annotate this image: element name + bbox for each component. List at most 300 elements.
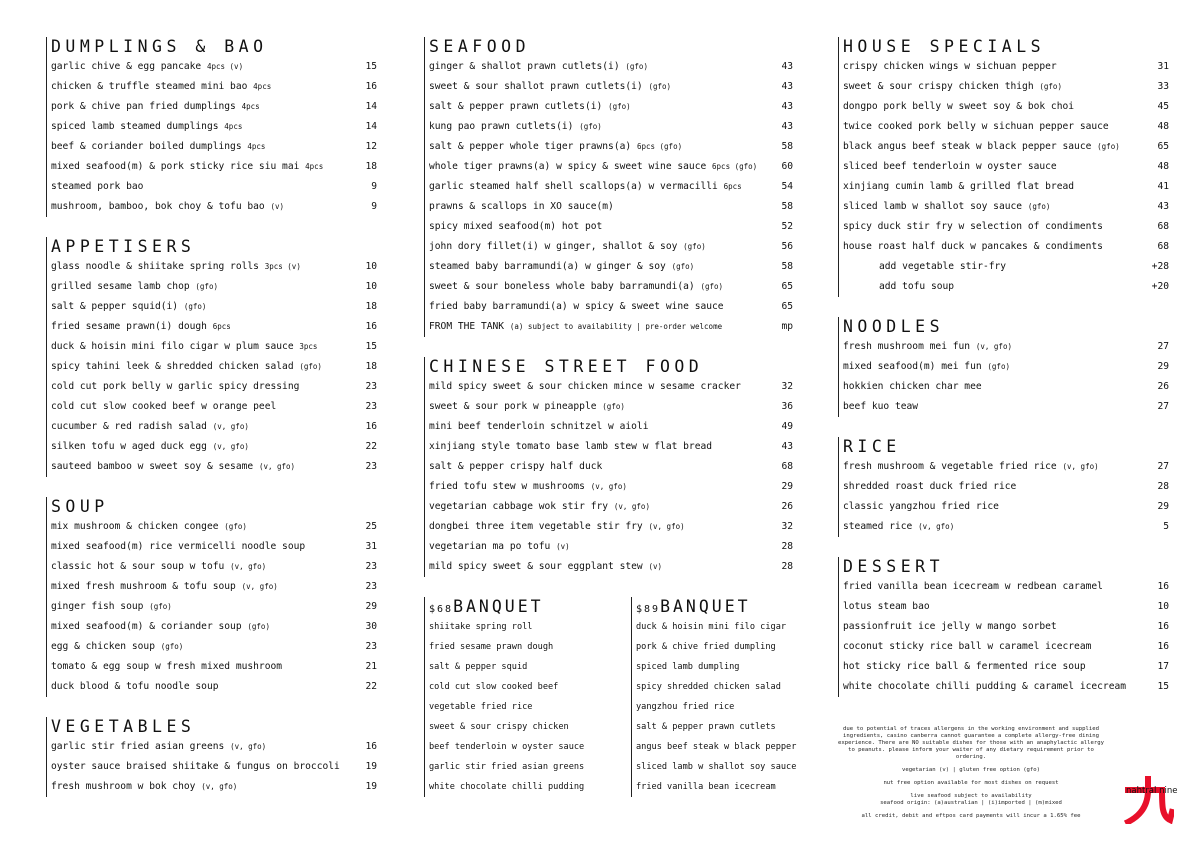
banquet-item: salt & pepper prawn cutlets [636, 722, 776, 732]
menu-item-price: 17 [1157, 661, 1169, 672]
menu-item-note: (v) [270, 202, 285, 211]
vegetables-section [46, 717, 377, 797]
banquet-item: yangzhou fried rice [636, 702, 735, 712]
menu-item-price: 23 [365, 461, 377, 472]
menu-item [47, 137, 377, 157]
menu-item [839, 457, 1169, 477]
section-title: SOUP [51, 497, 109, 516]
menu-item-name: john dory fillet(i) w ginger, shallot & soy [429, 241, 678, 252]
section-title: RICE [843, 437, 901, 456]
menu-item-price: 29 [365, 601, 377, 612]
menu-item [47, 337, 377, 357]
menu-item-price: 16 [365, 741, 377, 752]
menu-item-price: 68 [1157, 221, 1169, 232]
menu-item-name: coconut sticky rice ball w caramel icecream [843, 641, 1092, 652]
menu-item-note: (gfo) [648, 82, 672, 91]
menu-item-note: (gfo) [625, 62, 648, 71]
menu-item-price: 14 [365, 121, 377, 132]
menu-item-note: (gfo) [195, 282, 218, 291]
menu-item-note: 6pcs [723, 182, 742, 191]
menu-item [47, 597, 377, 617]
nut-free-note: nut free option available for most dishes on request [883, 780, 1059, 786]
menu-item-price: 30 [365, 621, 377, 632]
section-title: NOODLES [843, 317, 945, 336]
menu-item-name: ginger & shallot prawn cutlets(i) [429, 61, 620, 72]
footer-notes [834, 726, 1108, 826]
menu-item-name: shredded roast duck fried rice [843, 481, 1017, 492]
menu-item-name: garlic chive & egg pancake [51, 61, 202, 72]
menu-item-price: 43 [781, 101, 793, 112]
menu-item-name: salt & pepper crispy half duck [429, 461, 603, 472]
section-title: CHINESE STREET FOOD [429, 357, 704, 376]
menu-item-name: xinjiang cumin lamb & grilled flat bread [843, 181, 1075, 192]
menu-item-name: mushroom, bamboo, bok choy & tofu bao [51, 201, 265, 212]
menu-item-price: 27 [1157, 401, 1169, 412]
menu-item [839, 517, 1169, 537]
menu-item-price: 27 [1157, 461, 1169, 472]
banquet-item: duck & hoisin mini filo cigar [636, 622, 787, 632]
menu-item-price: 58 [781, 141, 793, 152]
menu-item-name: duck & hoisin mini filo cigar w plum sauce [51, 341, 294, 352]
menu-item-name: duck blood & tofu noodle soup [51, 681, 219, 692]
menu-item-note: (gfo) [608, 102, 631, 111]
menu-item [839, 217, 1169, 237]
menu-item-name: sweet & sour pork w pineapple [429, 401, 597, 412]
menu-item-name: xinjiang style tomato base lamb stew w flat bread [429, 441, 713, 452]
menu-item-price: 58 [781, 201, 793, 212]
menu-item-price: 15 [365, 61, 377, 72]
banquet-item: garlic stir fried asian greens [429, 762, 585, 772]
menu-item-price: 45 [1157, 101, 1169, 112]
menu-item-name: vegetarian cabbage wok stir fry [429, 501, 609, 512]
menu-item-name: spiced lamb steamed dumplings [51, 121, 219, 132]
menu-item-note: (gfo) [987, 362, 1010, 371]
section-title: SEAFOOD [429, 37, 531, 56]
menu-item-price: 29 [781, 481, 793, 492]
menu-item [839, 257, 1169, 277]
menu-item-name: oyster sauce braised shiitake & fungus on broccoli [51, 761, 340, 772]
menu-item-name: mixed seafood(m) rice vermicelli noodle soup [51, 541, 306, 552]
menu-item-name: prawns & scallops in XO sauce(m) [429, 201, 614, 212]
menu-item-price: 5 [1163, 521, 1169, 532]
menu-item-name: salt & pepper whole tiger prawns(a) [429, 141, 632, 152]
menu-item-price: 23 [365, 561, 377, 572]
menu-item-note: 6pcs (gfo) [636, 142, 683, 151]
menu-item-name: beef kuo teaw [843, 401, 919, 412]
menu-item-note: (v) [556, 542, 570, 551]
dessert-section [838, 557, 1169, 697]
menu-item-price: 10 [1157, 601, 1169, 612]
menu-item-price: 15 [365, 341, 377, 352]
restaurant-logo [1124, 776, 1174, 824]
menu-item-price: 16 [1157, 581, 1169, 592]
banquet-89-section [631, 597, 807, 797]
menu-item-price: 43 [781, 441, 793, 452]
menu-item-note: (v, gfo) [212, 422, 249, 431]
menu-item-price: 28 [1157, 481, 1169, 492]
menu-item [425, 97, 793, 117]
menu-item-name: fried baby barramundi(a) w spicy & sweet wine sauce [429, 301, 724, 312]
menu-item-name: ginger fish soup [51, 601, 144, 612]
menu-item [425, 317, 793, 337]
menu-item-price: 10 [365, 281, 377, 292]
dietary-legend: vegetarian (v) | gluten free option (gfo) [901, 767, 1041, 773]
menu-item [47, 757, 377, 777]
menu-item-note: (gfo) [149, 602, 172, 611]
menu-item-name: sweet & sour shallot prawn cutlets(i) [429, 81, 643, 92]
menu-item-name: sweet & sour crispy chicken thigh [843, 81, 1034, 92]
banquet-item: angus beef steak w black pepper [636, 742, 797, 752]
menu-item-note: (gfo) [299, 362, 322, 371]
menu-item-name: mild spicy sweet & sour eggplant stew [429, 561, 643, 572]
noodles-section [838, 317, 1169, 417]
restaurant-logo-text: nahtral nine [1126, 786, 1178, 796]
menu-item-note: (v, gfo) [918, 522, 955, 531]
menu-item-price: 43 [1157, 201, 1169, 212]
menu-item [425, 277, 793, 297]
menu-item-name: classic yangzhou fried rice [843, 501, 999, 512]
menu-item-name: mini beef tenderloin schnitzel w aioli [429, 421, 649, 432]
menu-item-note: (v, gfo) [241, 582, 278, 591]
menu-item-name: cold cut slow cooked beef w orange peel [51, 401, 277, 412]
menu-item [425, 477, 793, 497]
menu-item-note: (v, gfo) [258, 462, 296, 471]
section-title: DUMPLINGS & BAO [51, 37, 268, 56]
menu-item-name: fried tofu stew w mushrooms [429, 481, 585, 492]
banquet-item: beef tenderloin w oyster sauce [429, 742, 585, 752]
menu-item-name: spicy duck stir fry w selection of condiments [843, 221, 1103, 232]
menu-item-note: (gfo) [602, 402, 625, 411]
menu-item-price: 48 [1157, 121, 1169, 132]
menu-item-price: 54 [781, 181, 793, 192]
menu-item [47, 517, 377, 537]
menu-item-price: 19 [365, 781, 377, 792]
menu-item-note: 4pcs [224, 122, 243, 131]
menu-item-note: (a) subject to availability | pre-order welcome [509, 322, 723, 331]
menu-item [47, 357, 377, 377]
menu-item [839, 237, 1169, 257]
menu-item-note: 4pcs (v) [206, 62, 244, 71]
menu-item-name: twice cooked pork belly w sichuan pepper sauce [843, 121, 1109, 132]
menu-item-price: 19 [365, 761, 377, 772]
menu-item-price: 15 [1157, 681, 1169, 692]
menu-item-name: fresh mushroom & vegetable fried rice [843, 461, 1057, 472]
menu-item-price: 65 [781, 281, 793, 292]
menu-item-note: (v, gfo) [648, 522, 685, 531]
menu-item [47, 197, 377, 217]
menu-item [47, 417, 377, 437]
menu-item-note: (v, gfo) [613, 502, 650, 511]
menu-item [47, 117, 377, 137]
menu-item [839, 677, 1169, 697]
menu-item [839, 497, 1169, 517]
menu-item-name: spicy mixed seafood(m) hot pot [429, 221, 603, 232]
menu-item-note: 4pcs [253, 82, 272, 91]
menu-item-name: steamed baby barramundi(a) w ginger & soy [429, 261, 666, 272]
menu-item-note: 4pcs [247, 142, 266, 151]
menu-item [47, 657, 377, 677]
section-title: VEGETABLES [51, 717, 196, 736]
menu-item-name: fresh mushroom mei fun [843, 341, 971, 352]
appetisers-section [46, 237, 377, 477]
menu-item-note: (gfo) [671, 262, 695, 271]
menu-item-note: (gfo) [160, 642, 184, 651]
menu-item-price: 10 [365, 261, 377, 272]
menu-item [425, 237, 793, 257]
menu-item [839, 357, 1169, 377]
menu-item-price: +20 [1151, 281, 1169, 292]
menu-item-name: dongbei three item vegetable stir fry [429, 521, 643, 532]
menu-item [47, 397, 377, 417]
menu-item-price: 65 [1157, 141, 1169, 152]
menu-item-price: 58 [781, 261, 793, 272]
menu-item [425, 537, 793, 557]
banquet-item: vegetable fried rice [429, 702, 533, 712]
menu-item-name: crispy chicken wings w sichuan pepper [843, 61, 1057, 72]
menu-item-price: 18 [365, 301, 377, 312]
menu-item [425, 497, 793, 517]
menu-item-name: fried sesame prawn(i) dough [51, 321, 207, 332]
menu-item-price: 43 [781, 61, 793, 72]
menu-item-price: 26 [1157, 381, 1169, 392]
menu-item [47, 317, 377, 337]
menu-item-price: 41 [1157, 181, 1169, 192]
menu-item [839, 157, 1169, 177]
banquet-item: salt & pepper squid [429, 662, 528, 672]
menu-item [839, 477, 1169, 497]
menu-item-note: (gfo) [700, 282, 724, 291]
menu-item-note: (v, gfo) [230, 742, 267, 751]
menu-item-price: 36 [781, 401, 793, 412]
section-title: DESSERT [843, 557, 945, 576]
banquet-item: spicy shredded chicken salad [636, 682, 781, 692]
menu-item-name: sweet & sour boneless whole baby barramundi(a) [429, 281, 695, 292]
allergy-notice: due to potential of traces allergens in the working environment and supplied ingredients, casino canberra cannot guarantee a complete allergy-free dining experience. There are NO suitable dishes for those with an anaphylactic allergy to peanuts. please inform your waiter of any dietary requirement prior to ordering. [837, 726, 1105, 760]
menu-item [839, 617, 1169, 637]
menu-item-price: 28 [781, 561, 793, 572]
menu-item [839, 377, 1169, 397]
menu-item-price: 49 [781, 421, 793, 432]
menu-item [47, 677, 377, 697]
menu-item-note: 4pcs [241, 102, 260, 111]
menu-item-note: (v, gfo) [1062, 462, 1099, 471]
menu-item-price: 9 [371, 201, 377, 212]
menu-item-name: mixed seafood(m) & coriander soup [51, 621, 242, 632]
menu-item-price: +28 [1151, 261, 1169, 272]
rice-section [838, 437, 1169, 537]
menu-item-price: 27 [1157, 341, 1169, 352]
menu-item [839, 577, 1169, 597]
menu-item-price: 60 [781, 161, 793, 172]
menu-item-name: passionfruit ice jelly w mango sorbet [843, 621, 1057, 632]
menu-item [839, 397, 1169, 417]
banquet-item: fried vanilla bean icecream [636, 782, 776, 792]
menu-item [425, 217, 793, 237]
menu-item [47, 577, 377, 597]
menu-item-note: (gfo) [683, 242, 706, 251]
menu-item-price: 23 [365, 401, 377, 412]
menu-item [425, 77, 793, 97]
soup-section [46, 497, 377, 697]
menu-item-price: mp [781, 321, 793, 332]
menu-item [425, 517, 793, 537]
menu-item-name: cold cut pork belly w garlic spicy dressing [51, 381, 300, 392]
menu-item-price: 18 [365, 161, 377, 172]
menu-item [47, 377, 377, 397]
menu-item-name: black angus beef steak w black pepper sauce [843, 141, 1092, 152]
menu-item [47, 297, 377, 317]
menu-item-name: house roast half duck w pancakes & condiments [843, 241, 1103, 252]
menu-item-name: classic hot & sour soup w tofu [51, 561, 225, 572]
banquet-item: cold cut slow cooked beef [429, 682, 559, 692]
menu-item [839, 277, 1169, 297]
menu-item [47, 57, 377, 77]
menu-item-note: (gfo) [183, 302, 207, 311]
menu-item [425, 137, 793, 157]
menu-item [425, 257, 793, 277]
menu-item-name: mix mushroom & chicken congee [51, 521, 219, 532]
menu-item [425, 57, 793, 77]
menu-item [47, 737, 377, 757]
menu-item-name: chicken & truffle steamed mini bao [51, 81, 248, 92]
banquet-68-section [424, 597, 613, 797]
menu-item-price: 31 [1157, 61, 1169, 72]
menu-item-name: cucumber & red radish salad [51, 421, 207, 432]
menu-item-note: (gfo) [1027, 202, 1051, 211]
menu-item-price: 23 [365, 641, 377, 652]
menu-item [47, 537, 377, 557]
seafood-availability-note: live seafood subject to availability [910, 793, 1032, 799]
menu-item-price: 23 [365, 581, 377, 592]
banquet-item: white chocolate chilli pudding [429, 782, 585, 792]
menu-item-note: (v, gfo) [201, 782, 238, 791]
menu-item [425, 457, 793, 477]
menu-item [839, 657, 1169, 677]
payment-surcharge-note: all credit, debit and eftpos card payments will incur a 1.65% fee [861, 813, 1081, 819]
section-title: APPETISERS [51, 237, 196, 256]
menu-item [839, 137, 1169, 157]
menu-item-price: 65 [781, 301, 793, 312]
menu-item-name: hokkien chicken char mee [843, 381, 982, 392]
house-specials-section [838, 37, 1169, 297]
menu-item-price: 56 [781, 241, 793, 252]
menu-item-note: 6pcs (gfo) [712, 162, 758, 171]
banquet-item: fried sesame prawn dough [429, 642, 554, 652]
menu-item [425, 417, 793, 437]
menu-item-name: whole tiger prawns(a) w spicy & sweet wine sauce [429, 161, 707, 172]
menu-item-note: (v, gfo) [590, 482, 627, 491]
menu-item [839, 337, 1169, 357]
menu-item-note: (gfo) [247, 622, 270, 631]
menu-item-note: 4pcs [305, 162, 324, 171]
menu-item-name: spicy tahini leek & shredded chicken salad [51, 361, 294, 372]
menu-item-price: 16 [365, 81, 377, 92]
menu-item [839, 97, 1169, 117]
menu-item [425, 197, 793, 217]
menu-item [47, 557, 377, 577]
menu-item-price: 25 [365, 521, 377, 532]
menu-item-name: sliced lamb w shallot soy sauce [843, 201, 1023, 212]
menu-item-name: salt & pepper squid(i) [51, 301, 179, 312]
menu-item [839, 197, 1169, 217]
menu-item-name: egg & chicken soup [51, 641, 155, 652]
banquet-68-list [425, 617, 613, 797]
menu-item [47, 97, 377, 117]
menu-item-name: glass noodle & shiitake spring rolls [51, 261, 259, 272]
menu-item-price: 9 [371, 181, 377, 192]
menu-item-name: FROM THE TANK [429, 321, 505, 332]
seafood-section [424, 37, 793, 337]
menu-item-price: 32 [781, 521, 793, 532]
menu-item [425, 557, 793, 577]
menu-item-note: (v) [648, 562, 663, 571]
menu-item-name: tomato & egg soup w fresh mixed mushroom [51, 661, 283, 672]
menu-item-price: 68 [781, 461, 793, 472]
menu-item-name: fresh mushroom w bok choy [51, 781, 196, 792]
menu-item-name: salt & pepper prawn cutlets(i) [429, 101, 603, 112]
menu-item-name: pork & chive pan fried dumplings [51, 101, 236, 112]
menu-item [47, 157, 377, 177]
menu-item-note: (v, gfo) [212, 442, 249, 451]
menu-item [47, 77, 377, 97]
menu-item [839, 177, 1169, 197]
menu-item-note: (gfo) [224, 522, 247, 531]
menu-item-price: 43 [781, 121, 793, 132]
menu-item-name: silken tofu w aged duck egg [51, 441, 207, 452]
menu-item-price: 22 [365, 441, 377, 452]
menu-item [839, 77, 1169, 97]
banquet-item: sliced lamb w shallot soy sauce [636, 762, 797, 772]
banquet-item: sweet & sour crispy chicken [429, 722, 569, 732]
menu-item [425, 157, 793, 177]
menu-item-price: 14 [365, 101, 377, 112]
menu-item-price: 43 [781, 81, 793, 92]
menu-item-name: dongpo pork belly w sweet soy & bok choi [843, 101, 1075, 112]
menu-item-name: garlic stir fried asian greens [51, 741, 225, 752]
menu-item-name: hot sticky rice ball & fermented rice soup [843, 661, 1086, 672]
banquet-89-list [632, 617, 807, 797]
menu-item-price: 16 [365, 321, 377, 332]
menu-item-name: mixed seafood(m) mei fun [843, 361, 982, 372]
menu-item-price: 16 [365, 421, 377, 432]
banquet-item: shiitake spring roll [429, 622, 533, 632]
menu-item-note: 6pcs [212, 322, 231, 331]
section-title: HOUSE SPECIALS [843, 37, 1046, 56]
menu-item [425, 117, 793, 137]
menu-item-name: vegetarian ma po tofu [429, 541, 551, 552]
menu-item [47, 457, 377, 477]
menu-item-name: mixed fresh mushroom & tofu soup [51, 581, 236, 592]
menu-item-name: fried vanilla bean icecream w redbean caramel [843, 581, 1103, 592]
menu-item-name: garlic steamed half shell scallops(a) w vermacilli [429, 181, 718, 192]
menu-item-name: kung pao prawn cutlets(i) [429, 121, 574, 132]
menu-item-price: 21 [365, 661, 377, 672]
menu-item-price: 26 [781, 501, 793, 512]
menu-item [47, 637, 377, 657]
menu-item-name: mild spicy sweet & sour chicken mince w sesame cracker [429, 381, 741, 392]
menu-item-name: add tofu soup [879, 281, 955, 292]
menu-item-price: 22 [365, 681, 377, 692]
banquet-89-title: $89BANQUET [636, 597, 751, 616]
menu-item [47, 277, 377, 297]
menu-item-price: 29 [1157, 501, 1169, 512]
menu-item-price: 68 [1157, 241, 1169, 252]
banquet-item: spiced lamb dumpling [636, 662, 740, 672]
menu-item-price: 29 [1157, 361, 1169, 372]
menu-item-price: 32 [781, 381, 793, 392]
menu-item [47, 437, 377, 457]
menu-item-note: (gfo) [1097, 142, 1120, 151]
